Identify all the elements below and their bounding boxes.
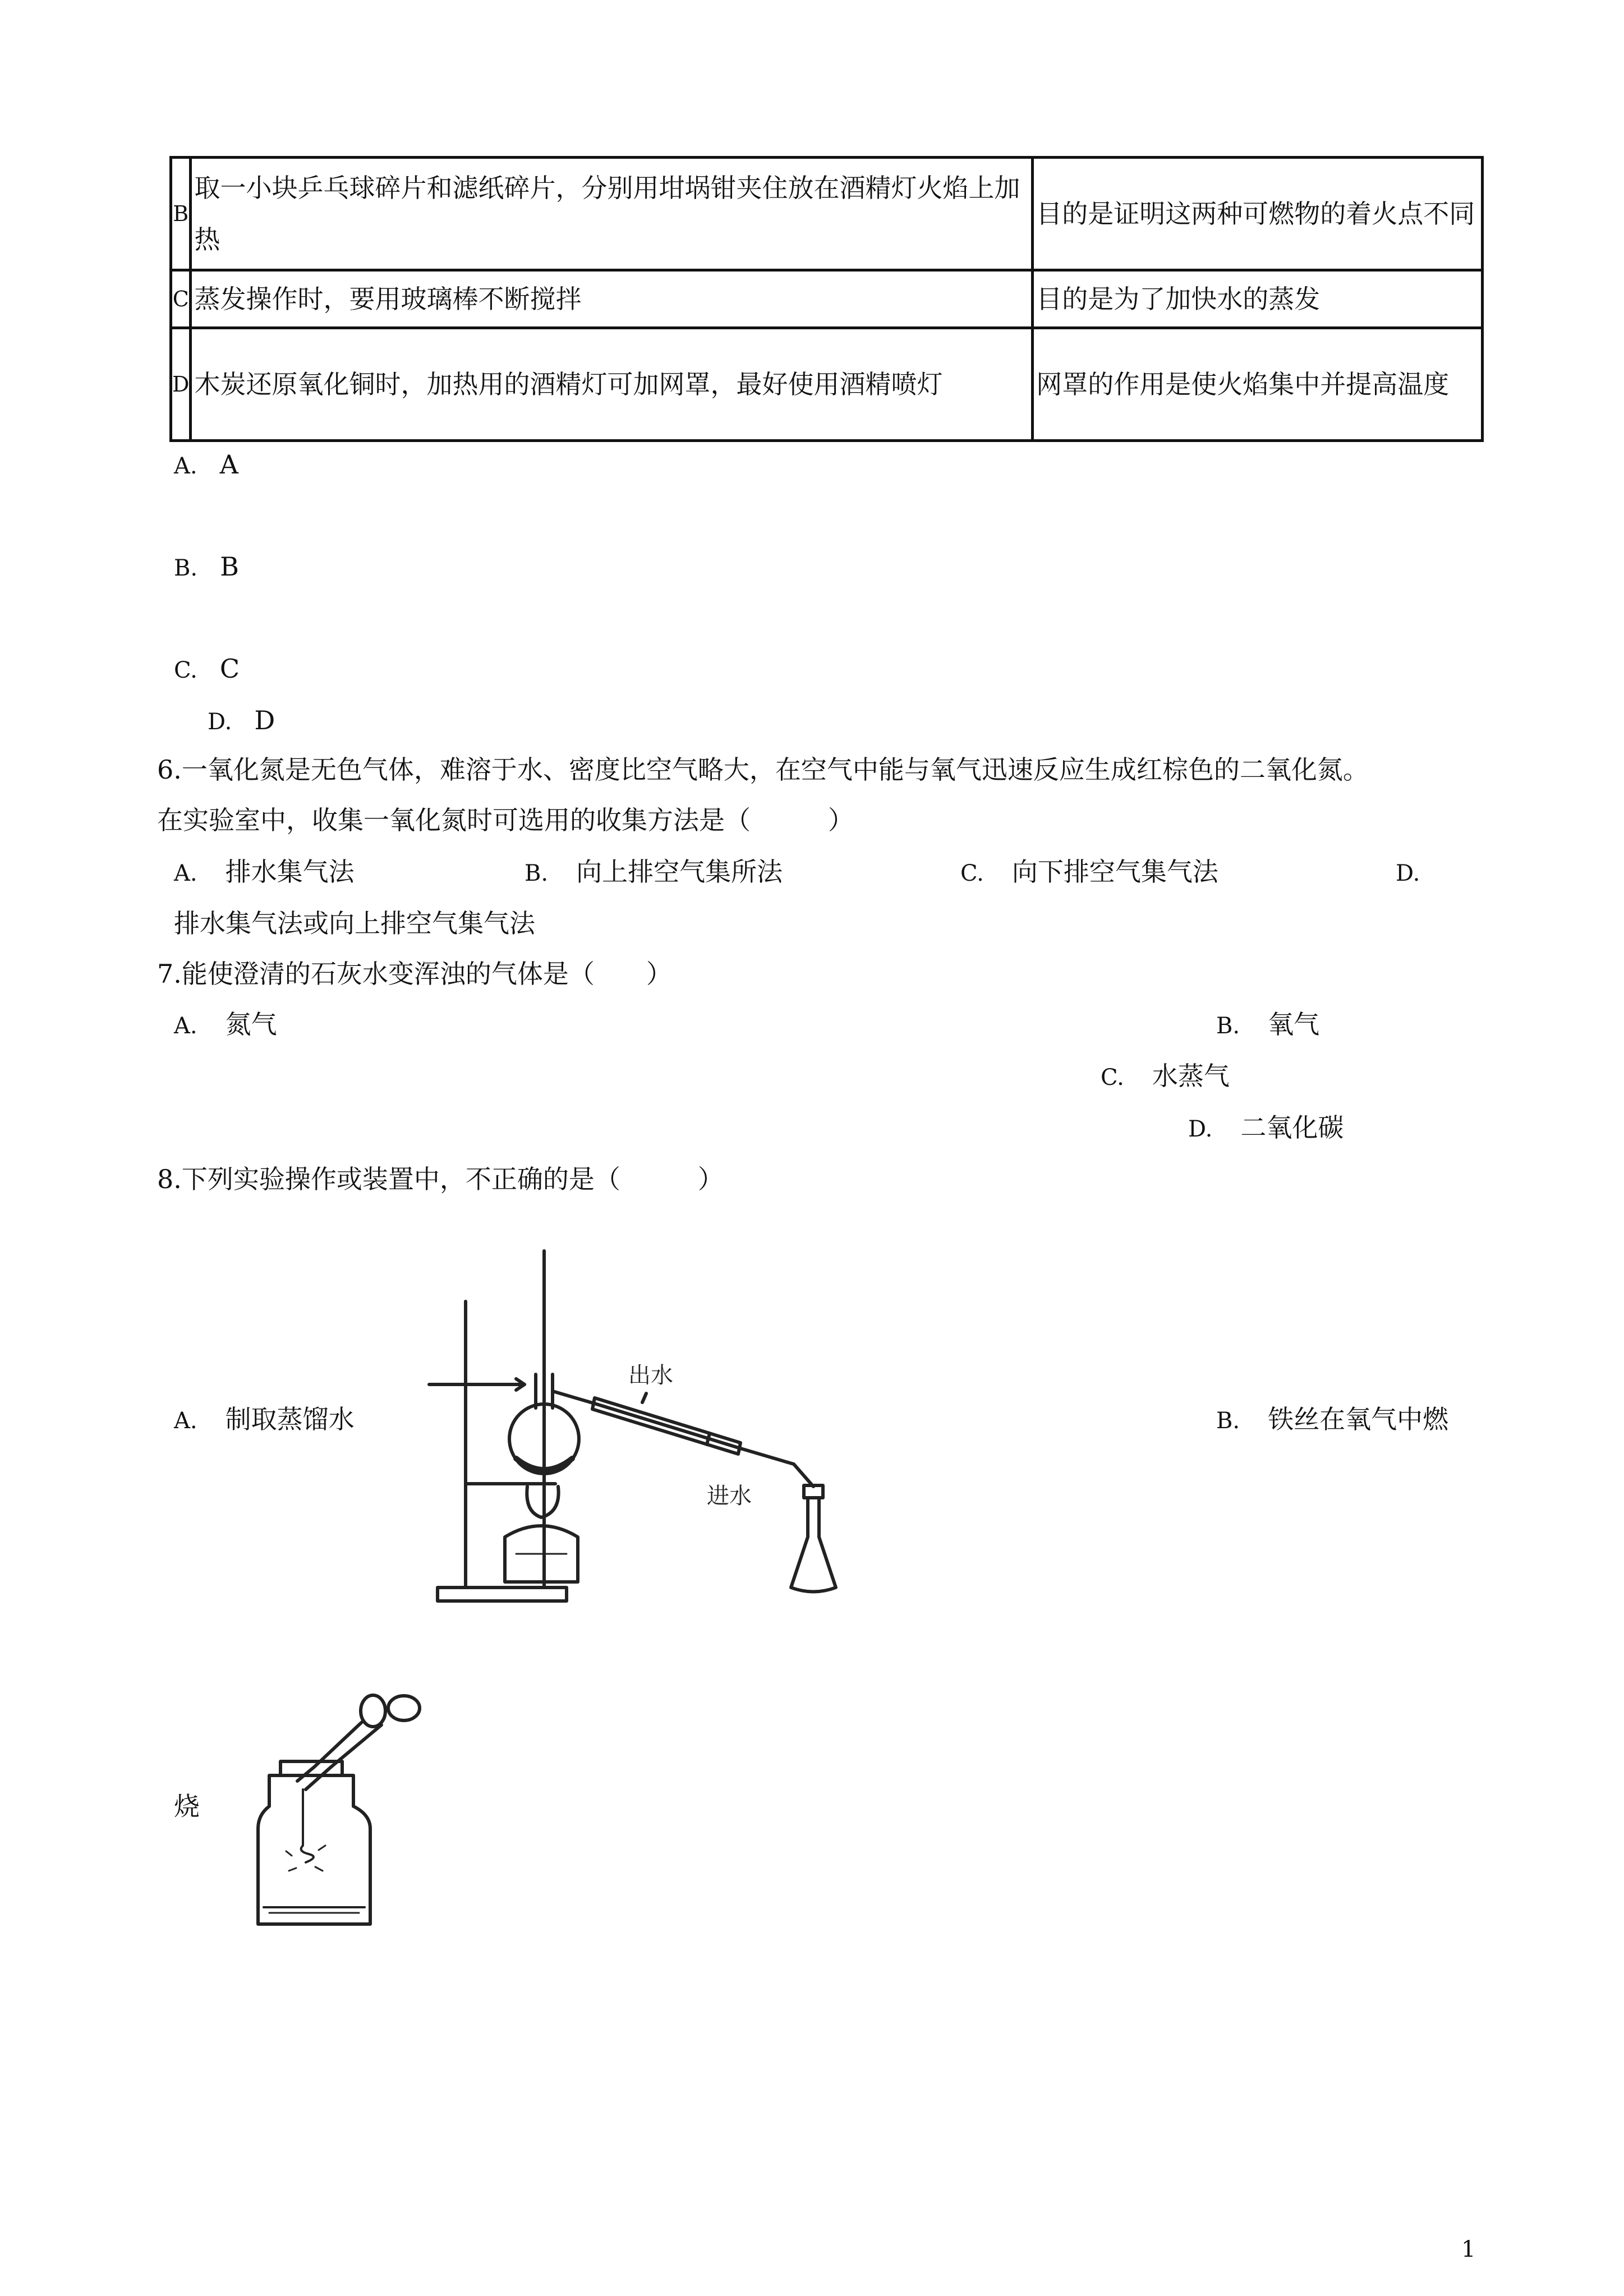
q5-option-c[interactable]: C. C: [174, 654, 240, 684]
distillation-apparatus-figure: [426, 1223, 875, 1610]
q7-option-a[interactable]: A. 氮气: [174, 1009, 277, 1039]
q6-option-a[interactable]: A. 排水集气法: [174, 857, 355, 887]
q8-option-a[interactable]: A. 制取蒸馏水: [174, 1404, 355, 1434]
row-letter: D: [171, 328, 191, 441]
q7-option-b[interactable]: B. 氧气: [1216, 1009, 1320, 1039]
purpose-cell: 网罩的作用是使火焰集中并提高温度: [1033, 328, 1483, 441]
table-row: [171, 328, 1483, 441]
q8-option-b-continuation: 烧: [174, 1791, 200, 1821]
q8-stem: 8.下列实验操作或装置中，不正确的是（ ）: [157, 1164, 724, 1194]
purpose-cell: 目的是为了加快水的蒸发: [1033, 270, 1483, 328]
q6-stem-line2: 在实验室中，收集一氧化氮时可选用的收集方法是（ ）: [157, 805, 854, 835]
q8-option-b[interactable]: B. 铁丝在氧气中燃: [1216, 1404, 1449, 1434]
q5-option-a[interactable]: A. A: [174, 449, 238, 480]
purpose-cell: 目的是证明这两种可燃物的着火点不同: [1033, 158, 1483, 270]
table-row: [171, 158, 1483, 270]
iron-wire-burning-figure: [247, 1677, 438, 1935]
operation-cell: 取一小块乒乓球碎片和滤纸碎片，分别用坩埚钳夹住放在酒精灯火焰上加热: [191, 158, 1033, 270]
q5-option-d[interactable]: D. D: [208, 705, 275, 735]
q6-option-c[interactable]: C. 向下排空气集气法: [960, 857, 1218, 887]
q7-option-d[interactable]: D. 二氧化碳: [1188, 1112, 1344, 1143]
row-letter: C: [171, 270, 191, 328]
q7-option-c[interactable]: C. 水蒸气: [1101, 1061, 1230, 1091]
water-in-label: 进水: [707, 1483, 752, 1508]
operation-cell: 蒸发操作时，要用玻璃棒不断搅拌: [191, 270, 1033, 328]
page-number: 1: [1461, 2237, 1476, 2262]
experiment-table: [169, 156, 1484, 442]
q6-option-b[interactable]: B. 向上排空气集所法: [525, 857, 783, 887]
q6-option-d-text[interactable]: 排水集气法或向上排空气集气法: [174, 908, 535, 938]
table-row: [171, 270, 1483, 328]
q7-stem: 7.能使澄清的石灰水变浑浊的气体是（ ）: [157, 959, 672, 989]
q6-stem-line1: 6.一氧化氮是无色气体，难溶于水、密度比空气略大，在空气中能与氧气迅速反应生成红棕色的二氧化氮。: [157, 754, 1369, 785]
q6-option-d-label[interactable]: D.: [1396, 861, 1420, 886]
q5-option-b[interactable]: B. B: [174, 551, 239, 582]
water-out-label: 出水: [628, 1363, 673, 1388]
operation-cell: 木炭还原氧化铜时，加热用的酒精灯可加网罩，最好使用酒精喷灯: [191, 328, 1033, 441]
row-letter: B: [171, 158, 191, 270]
